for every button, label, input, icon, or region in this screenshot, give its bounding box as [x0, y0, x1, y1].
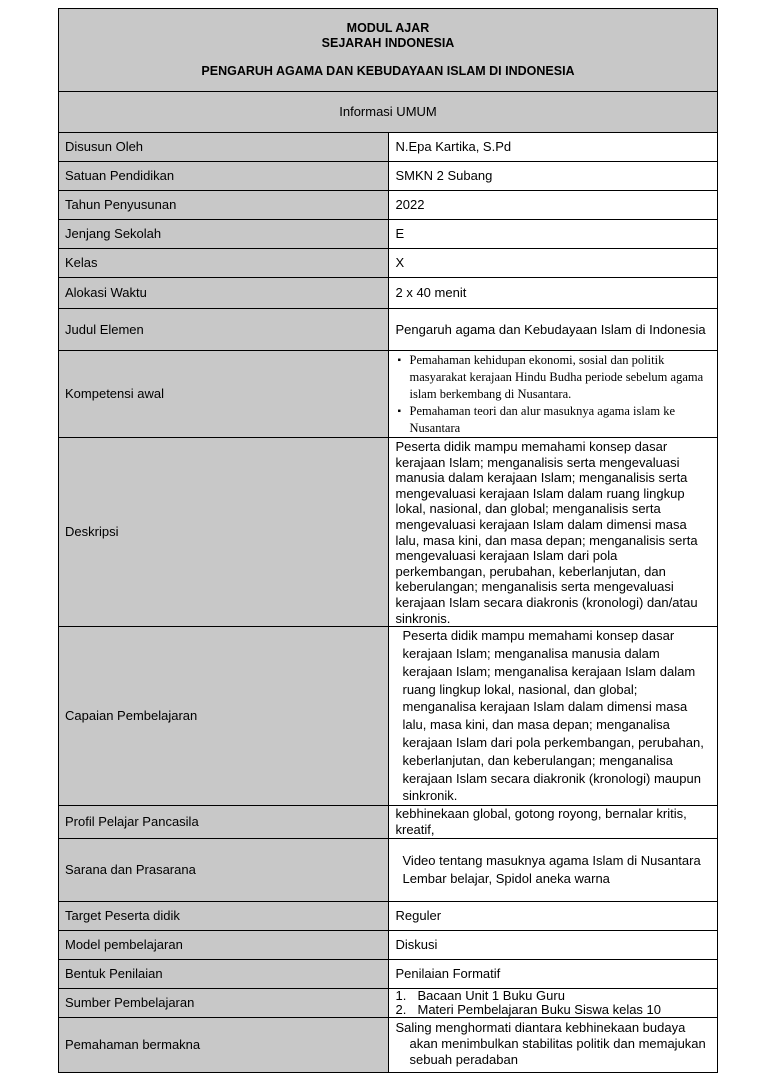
section-title: Informasi UMUM — [59, 92, 718, 133]
table-row — [59, 162, 718, 191]
row-label-jenjang: Jenjang Sekolah — [59, 220, 389, 249]
row-label-kelas: Kelas — [59, 249, 389, 278]
row-label-profil: Profil Pelajar Pancasila — [59, 806, 389, 839]
row-value-capaian: Peserta didik mampu memahami konsep dasar kerajaan Islam; menganalisa manusia dalam kerajaan Islam; menganalisa kerajaan Islam dalam ruang lingkup lokal, nasional, dan global; menganalisa kerajaan Islam dalam dimensi masa lalu, masa kini, dan masa depan; menganalisa kerajaan Islam dari pola perkembangan, perubahan, keberlanjutan, dan keberulangan; menganalisa kerajaan Islam secara diakronik (kronologi) maupun sinkronik. — [388, 627, 718, 806]
row-value-tahun: 2022 — [388, 191, 718, 220]
row-label-tahun: Tahun Penyusunan — [59, 191, 389, 220]
row-label-capaian: Capaian Pembelajaran — [59, 627, 389, 806]
header-line-2: SEJARAH INDONESIA — [321, 36, 455, 50]
table-row — [59, 960, 718, 989]
row-label-sumber: Sumber Pembelajaran — [59, 989, 389, 1018]
row-value-model: Diskusi — [388, 931, 718, 960]
row-value-target: Reguler — [388, 902, 718, 931]
table-row — [59, 438, 718, 627]
row-value-disusun: N.Epa Kartika, S.Pd — [388, 133, 718, 162]
pemahaman-text: Saling menghormati diantara kebhinekaan budaya akan menimbulkan stabilitas politik dan memajukan sebuah peradaban — [395, 1020, 706, 1068]
table-row — [59, 839, 718, 902]
row-value-bentuk: Penilaian Formatif — [388, 960, 718, 989]
table-row — [59, 309, 718, 351]
table-row — [59, 249, 718, 278]
row-value-pemahaman — [388, 1018, 718, 1073]
list-item: ▪ Pemahaman teori dan alur masuknya agama islam ke Nusantara — [396, 403, 712, 437]
row-value-sarana: Video tentang masuknya agama Islam di Nusantara Lembar belajar, Spidol aneka warna — [388, 839, 718, 902]
row-value-kompetensi — [388, 351, 718, 438]
row-value-judul: Pengaruh agama dan Kebudayaan Islam di Indonesia — [388, 309, 718, 351]
table-row — [59, 1018, 718, 1073]
row-label-bentuk: Bentuk Penilaian — [59, 960, 389, 989]
row-label-satuan: Satuan Pendidikan — [59, 162, 389, 191]
row-label-kompetensi: Kompetensi awal — [59, 351, 389, 438]
table-row — [59, 220, 718, 249]
row-value-deskripsi: Peserta didik mampu memahami konsep dasar kerajaan Islam; menganalisis serta mengevaluasi manusia dalam kerajaan Islam; menganalisis serta mengevaluasi kerajaan Islam dalam ruang lingkup lokal, nasional, dan global; menganalisis serta mengevaluasi kerajaan Islam dalam dimensi masa lalu, masa kini, dan masa depan; menganalisis serta mengevaluasi kerajaan Islam dari pola perkembangan, perubahan, keberlanjutan, dan keberulangan; menganalisis serta mengevaluasi kerajaan Islam secara diakronis (kronologi) dan/atau sinkronis. — [388, 438, 718, 627]
row-value-jenjang: E — [388, 220, 718, 249]
table-row — [59, 191, 718, 220]
table-row — [59, 351, 718, 438]
kompetensi-list — [396, 352, 712, 437]
row-label-judul: Judul Elemen — [59, 309, 389, 351]
table-row — [59, 931, 718, 960]
table-row — [59, 133, 718, 162]
modul-ajar-document — [58, 8, 718, 1073]
row-value-satuan: SMKN 2 Subang — [388, 162, 718, 191]
info-table — [58, 8, 718, 1073]
list-item: ▪ Pemahaman kehidupan ekonomi, sosial dan politik masyarakat kerajaan Hindu Budha periode sebelum agama islam berkembang di Nusantara. — [396, 352, 712, 403]
row-value-profil: kebhinekaan global, gotong royong, bernalar kritis, kreatif, — [388, 806, 718, 839]
table-row — [59, 989, 718, 1018]
row-label-deskripsi: Deskripsi — [59, 438, 389, 627]
row-value-sumber — [388, 989, 718, 1018]
document-header — [59, 9, 718, 92]
table-row — [59, 627, 718, 806]
sumber-list — [396, 989, 712, 1017]
header-line-3: PENGARUH AGAMA DAN KEBUDAYAAN ISLAM DI INDONESIA — [201, 64, 575, 78]
row-label-disusun: Disusun Oleh — [59, 133, 389, 162]
row-label-target: Target Peserta didik — [59, 902, 389, 931]
row-value-kelas: X — [388, 249, 718, 278]
row-label-alokasi: Alokasi Waktu — [59, 278, 389, 309]
row-value-alokasi: 2 x 40 menit — [388, 278, 718, 309]
row-label-pemahaman: Pemahaman bermakna — [59, 1018, 389, 1073]
list-item: 1. Bacaan Unit 1 Buku Guru — [395, 988, 565, 1004]
table-row — [59, 278, 718, 309]
table-row — [59, 902, 718, 931]
table-row — [59, 806, 718, 839]
header-line-1: MODUL AJAR — [346, 21, 430, 35]
row-label-model: Model pembelajaran — [59, 931, 389, 960]
row-label-sarana: Sarana dan Prasarana — [59, 839, 389, 902]
list-item: 2. Materi Pembelajaran Buku Siswa kelas 10 — [395, 1002, 662, 1018]
